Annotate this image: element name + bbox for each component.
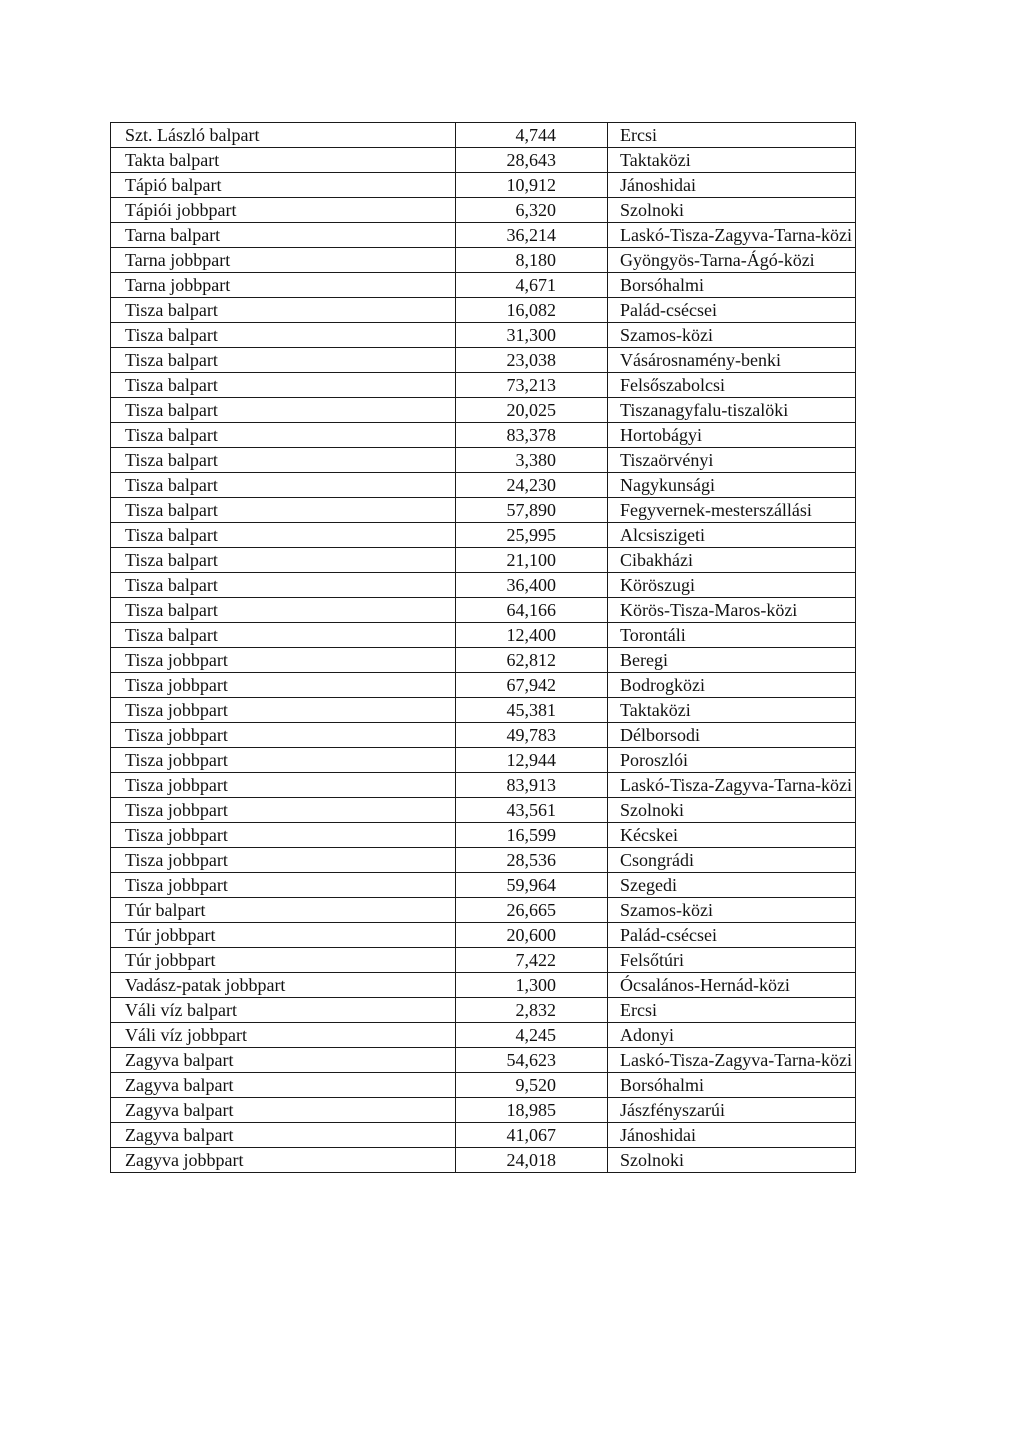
value-cell: 62,812 [456,648,608,673]
table-row [111,648,856,673]
table-row [111,798,856,823]
region-cell: Vásárosnamény-benki [608,348,856,373]
table-row [111,373,856,398]
value-cell: 2,832 [456,998,608,1023]
table-row [111,873,856,898]
value-cell: 31,300 [456,323,608,348]
river-bank-cell: Tisza jobbpart [111,798,456,823]
table-row [111,298,856,323]
table-row [111,973,856,998]
river-bank-cell: Tisza balpart [111,398,456,423]
region-cell: Laskó-Tisza-Zagyva-Tarna-közi [608,773,856,798]
table-row [111,998,856,1023]
table-row [111,748,856,773]
value-cell: 26,665 [456,898,608,923]
region-cell: Szamos-közi [608,898,856,923]
table-body [111,123,856,1173]
value-cell: 4,671 [456,273,608,298]
river-bank-cell: Tisza balpart [111,598,456,623]
table-row [111,248,856,273]
river-bank-cell: Zagyva jobbpart [111,1148,456,1173]
region-cell: Ócsalános-Hernád-közi [608,973,856,998]
table-row [111,148,856,173]
table-row [111,1148,856,1173]
value-cell: 6,320 [456,198,608,223]
region-cell: Felsőszabolcsi [608,373,856,398]
river-bank-cell: Tápió balpart [111,173,456,198]
river-bank-cell: Tisza balpart [111,423,456,448]
value-cell: 12,944 [456,748,608,773]
river-bank-cell: Tisza jobbpart [111,648,456,673]
river-bank-cell: Tarna jobbpart [111,273,456,298]
value-cell: 7,422 [456,948,608,973]
table-row [111,348,856,373]
value-cell: 25,995 [456,523,608,548]
table-row [111,1023,856,1048]
region-cell: Jászfényszarúi [608,1098,856,1123]
value-cell: 1,300 [456,973,608,998]
table-row [111,898,856,923]
value-cell: 49,783 [456,723,608,748]
data-table [110,122,856,1173]
river-bank-cell: Tisza jobbpart [111,673,456,698]
table-row [111,573,856,598]
value-cell: 54,623 [456,1048,608,1073]
value-cell: 83,378 [456,423,608,448]
value-cell: 20,600 [456,923,608,948]
region-cell: Tiszaörvényi [608,448,856,473]
river-bank-cell: Tisza balpart [111,373,456,398]
river-bank-cell: Tápiói jobbpart [111,198,456,223]
table-row [111,398,856,423]
value-cell: 73,213 [456,373,608,398]
region-cell: Körös-Tisza-Maros-közi [608,598,856,623]
table-row [111,848,856,873]
value-cell: 59,964 [456,873,608,898]
region-cell: Hortobágyi [608,423,856,448]
region-cell: Ercsi [608,998,856,1023]
table-row [111,523,856,548]
table-row [111,948,856,973]
value-cell: 16,599 [456,823,608,848]
river-bank-cell: Túr jobbpart [111,948,456,973]
table-row [111,323,856,348]
river-bank-cell: Tisza jobbpart [111,698,456,723]
river-bank-cell: Tisza jobbpart [111,748,456,773]
region-cell: Felsőtúri [608,948,856,973]
table-row [111,623,856,648]
table-row [111,448,856,473]
region-cell: Fegyvernek-mesterszállási [608,498,856,523]
river-bank-cell: Tisza jobbpart [111,848,456,873]
table-row [111,223,856,248]
table-row [111,1048,856,1073]
region-cell: Szolnoki [608,798,856,823]
table-row [111,698,856,723]
river-bank-cell: Zagyva balpart [111,1048,456,1073]
river-bank-cell: Tisza jobbpart [111,873,456,898]
value-cell: 28,643 [456,148,608,173]
river-bank-cell: Tisza balpart [111,473,456,498]
river-bank-cell: Zagyva balpart [111,1123,456,1148]
region-cell: Laskó-Tisza-Zagyva-Tarna-közi [608,223,856,248]
value-cell: 8,180 [456,248,608,273]
river-bank-cell: Tisza balpart [111,498,456,523]
value-cell: 43,561 [456,798,608,823]
table-row [111,823,856,848]
region-cell: Borsóhalmi [608,1073,856,1098]
region-cell: Borsóhalmi [608,273,856,298]
region-cell: Kécskei [608,823,856,848]
river-bank-cell: Tisza balpart [111,548,456,573]
region-cell: Laskó-Tisza-Zagyva-Tarna-közi [608,1048,856,1073]
value-cell: 28,536 [456,848,608,873]
table-row [111,198,856,223]
value-cell: 4,744 [456,123,608,148]
region-cell: Palád-csécsei [608,298,856,323]
river-bank-cell: Vadász-patak jobbpart [111,973,456,998]
river-bank-cell: Tisza jobbpart [111,823,456,848]
table-row [111,773,856,798]
value-cell: 10,912 [456,173,608,198]
region-cell: Délborsodi [608,723,856,748]
value-cell: 24,018 [456,1148,608,1173]
table-row [111,598,856,623]
region-cell: Taktaközi [608,698,856,723]
value-cell: 83,913 [456,773,608,798]
value-cell: 20,025 [456,398,608,423]
table-row [111,173,856,198]
table-row [111,548,856,573]
value-cell: 21,100 [456,548,608,573]
region-cell: Bodrogközi [608,673,856,698]
value-cell: 36,214 [456,223,608,248]
river-bank-cell: Zagyva balpart [111,1073,456,1098]
region-cell: Poroszlói [608,748,856,773]
table-row [111,423,856,448]
table-row [111,923,856,948]
region-cell: Alcsiszigeti [608,523,856,548]
river-bank-cell: Váli víz jobbpart [111,1023,456,1048]
region-cell: Ercsi [608,123,856,148]
table-row [111,1073,856,1098]
value-cell: 4,245 [456,1023,608,1048]
river-bank-cell: Tisza jobbpart [111,773,456,798]
table-row [111,723,856,748]
river-bank-cell: Zagyva balpart [111,1098,456,1123]
river-bank-cell: Tisza balpart [111,573,456,598]
river-bank-cell: Szt. László balpart [111,123,456,148]
value-cell: 64,166 [456,598,608,623]
river-bank-cell: Túr balpart [111,898,456,923]
table-row [111,1098,856,1123]
table-row [111,498,856,523]
region-cell: Jánoshidai [608,173,856,198]
region-cell: Nagykunsági [608,473,856,498]
region-cell: Szolnoki [608,1148,856,1173]
river-bank-cell: Tisza balpart [111,323,456,348]
region-cell: Taktaközi [608,148,856,173]
value-cell: 3,380 [456,448,608,473]
region-cell: Cibakházi [608,548,856,573]
value-cell: 12,400 [456,623,608,648]
table-row [111,473,856,498]
river-bank-cell: Tisza jobbpart [111,723,456,748]
river-bank-cell: Tisza balpart [111,523,456,548]
region-cell: Adonyi [608,1023,856,1048]
region-cell: Beregi [608,648,856,673]
table-row [111,273,856,298]
value-cell: 24,230 [456,473,608,498]
region-cell: Palád-csécsei [608,923,856,948]
river-bank-cell: Takta balpart [111,148,456,173]
river-bank-cell: Tisza balpart [111,448,456,473]
region-cell: Torontáli [608,623,856,648]
river-bank-cell: Túr jobbpart [111,923,456,948]
region-cell: Tiszanagyfalu-tiszalöki [608,398,856,423]
region-cell: Gyöngyös-Tarna-Ágó-közi [608,248,856,273]
value-cell: 36,400 [456,573,608,598]
table-row [111,123,856,148]
river-bank-cell: Tisza balpart [111,623,456,648]
value-cell: 41,067 [456,1123,608,1148]
value-cell: 16,082 [456,298,608,323]
value-cell: 57,890 [456,498,608,523]
value-cell: 67,942 [456,673,608,698]
table-row [111,1123,856,1148]
value-cell: 18,985 [456,1098,608,1123]
region-cell: Szamos-közi [608,323,856,348]
region-cell: Csongrádi [608,848,856,873]
river-bank-cell: Tisza balpart [111,298,456,323]
river-bank-cell: Váli víz balpart [111,998,456,1023]
region-cell: Szegedi [608,873,856,898]
river-bank-cell: Tarna jobbpart [111,248,456,273]
region-cell: Szolnoki [608,198,856,223]
region-cell: Köröszugi [608,573,856,598]
river-bank-cell: Tarna balpart [111,223,456,248]
table-row [111,673,856,698]
region-cell: Jánoshidai [608,1123,856,1148]
value-cell: 23,038 [456,348,608,373]
river-bank-cell: Tisza balpart [111,348,456,373]
value-cell: 45,381 [456,698,608,723]
value-cell: 9,520 [456,1073,608,1098]
